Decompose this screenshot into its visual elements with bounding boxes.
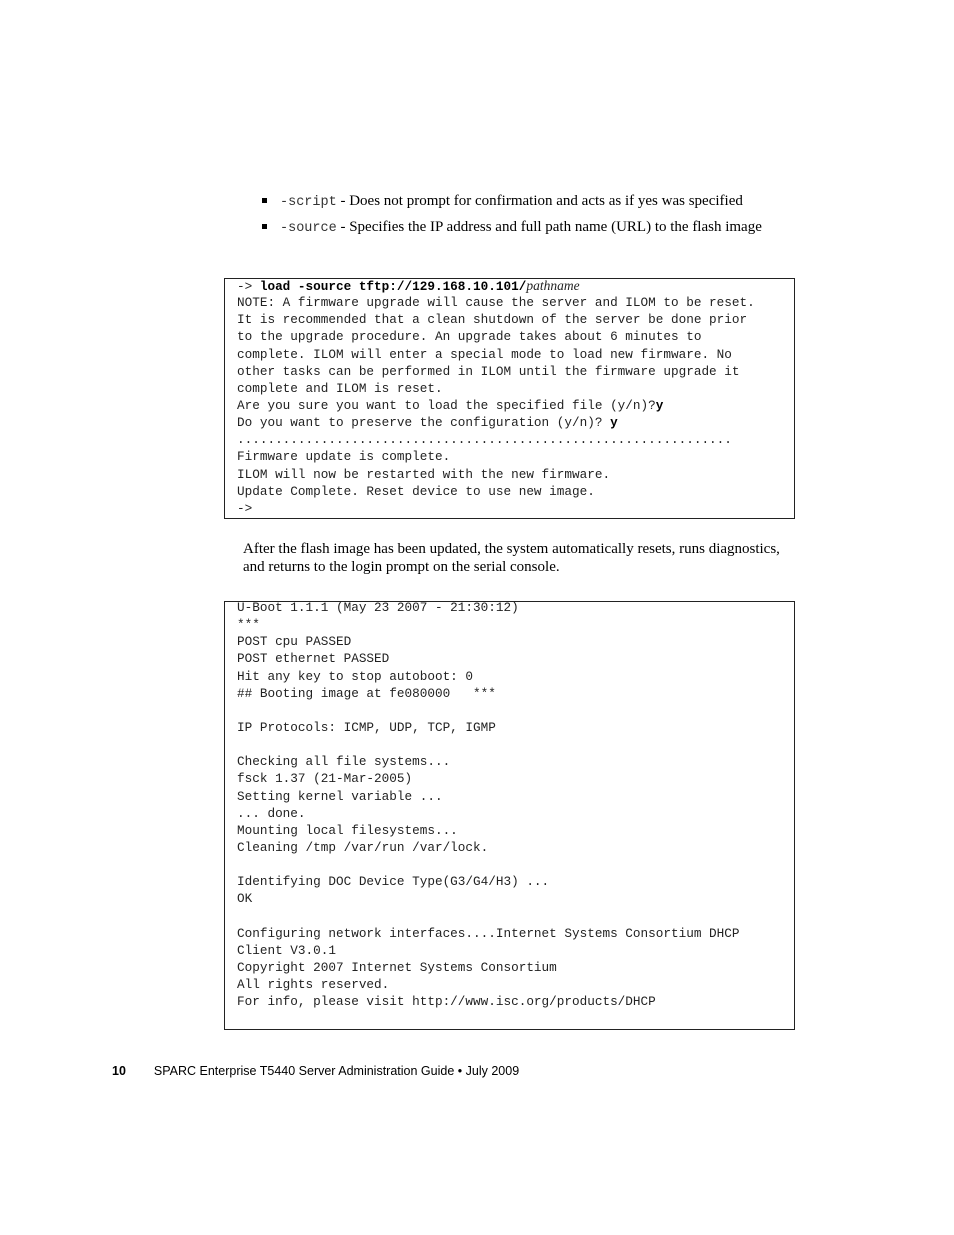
question: Do you want to preserve the configuration (y/n)? [237, 415, 611, 431]
code-line: complete. ILOM will enter a special mode to load new firmware. No [237, 346, 732, 362]
answer: y [655, 397, 664, 413]
code-line: other tasks can be performed in ILOM until the firmware upgrade it [237, 363, 740, 379]
code-line [237, 856, 794, 873]
code-line [237, 414, 794, 431]
code-line: For info, please visit http://www.isc.org/products/DHCP [237, 994, 656, 1010]
code-line: Mounting local filesystems... [237, 822, 458, 838]
code-line: POST cpu PASSED [237, 634, 352, 650]
code-line: to the upgrade procedure. An upgrade takes about 6 minutes to [237, 329, 702, 345]
prompt: -> [237, 279, 260, 294]
bullet-square-icon [262, 224, 267, 229]
answer: y [610, 415, 618, 431]
code-line: U-Boot 1.1.1 (May 23 2007 - 21:30:12) [237, 601, 519, 615]
command-variable: pathname [526, 278, 580, 293]
code-line: All rights reserved. [237, 977, 390, 993]
list-item [262, 192, 822, 212]
question: Are you sure you want to load the specified file (y/n)? [237, 397, 656, 413]
code-line: Hit any key to stop autoboot: 0 [237, 668, 474, 684]
code-line: Firmware update is complete. [237, 449, 451, 465]
option-description: - Specifies the IP address and full path name (URL) to the flash image [336, 219, 762, 235]
option-description: - Does not prompt for confirmation and acts as if yes was specified [336, 193, 743, 209]
code-line: OK [237, 891, 253, 907]
code-line: ................................................................. [237, 432, 732, 448]
code-lines [237, 601, 794, 1010]
code-line: -> [237, 500, 253, 516]
page-footer [112, 1064, 519, 1078]
option-list [262, 192, 822, 244]
code-line: Client V3.0.1 [237, 942, 336, 958]
code-line: IP Protocols: ICMP, UDP, TCP, IGMP [237, 719, 496, 735]
code-line: Cleaning /tmp /var/run /var/lock. [237, 839, 489, 855]
code-block-firmware-load [224, 278, 795, 519]
code-line: Checking all file systems... [237, 754, 451, 770]
code-line: Identifying DOC Device Type(G3/G4/H3) ... [237, 874, 550, 890]
body-paragraph: After the flash image has been updated, the system automatically resets, runs diagnostics, and returns to the login prompt on the serial console. [243, 541, 780, 575]
code-line: complete and ILOM is reset. [237, 380, 443, 396]
code-line [237, 736, 794, 753]
page-number: 10 [112, 1064, 126, 1078]
code-line: ILOM will now be restarted with the new firmware. [237, 466, 611, 482]
code-line: ## Booting image at fe080000 *** [237, 685, 496, 701]
code-line [237, 908, 794, 925]
document-date: July 2009 [465, 1064, 520, 1078]
code-line [237, 278, 794, 294]
code-line: NOTE: A firmware upgrade will cause the server and ILOM to be reset. [237, 295, 755, 311]
bullet-square-icon [262, 198, 267, 203]
code-line: Setting kernel variable ... [237, 788, 443, 804]
code-line [237, 397, 794, 414]
list-item [262, 218, 822, 238]
code-line: Copyright 2007 Internet Systems Consortium [237, 959, 557, 975]
command: load -source tftp://129.168.10.101/ [259, 279, 527, 294]
code-line: Update Complete. Reset device to use new image. [237, 483, 595, 499]
option-name: -source [280, 221, 337, 236]
code-block-boot-output [224, 601, 795, 1030]
code-line: *** [237, 617, 260, 633]
footer-separator: • [457, 1064, 463, 1078]
code-line: It is recommended that a clean shutdown of the server be done prior [237, 312, 748, 328]
code-line [237, 702, 794, 719]
code-line: fsck 1.37 (21-Mar-2005) [237, 771, 413, 787]
option-name: -script [280, 195, 337, 210]
code-line: ... done. [237, 805, 306, 821]
code-line: Configuring network interfaces....Internet Systems Consortium DHCP [237, 925, 740, 941]
code-line: POST ethernet PASSED [237, 651, 390, 667]
document-title: SPARC Enterprise T5440 Server Administration Guide [153, 1064, 455, 1078]
